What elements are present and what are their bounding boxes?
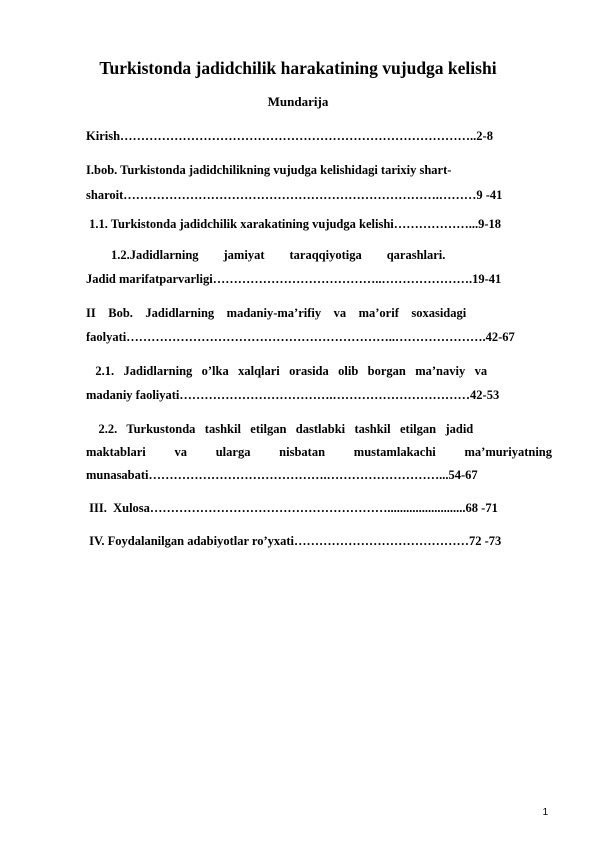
document-title: Turkistonda jadidchilik harakatining vujudga kelishi [99,58,497,78]
page-number: 1 [542,807,548,818]
toc-entry-section-2-1-line2: madaniy faoliyati……………………………….……………………………42-53 [86,388,500,402]
toc-entry-section-1-2-line1: 1.2.Jadidlarning jamiyat taraqqiyotiga qarashlari. [86,248,446,262]
toc-heading: Mundarija [267,94,329,109]
toc-entry-section-2-2-line2: maktablari va ularga nisbatan mustamlakachi ma’muriyatning [86,445,552,459]
toc-entry-section-2-2-line3: munasabati…………………………………….………………………...54-67 [86,468,478,482]
toc-entry-bibliography: IV. Foydalanilgan adabiyotlar ro’yxati……………………………………72 -73 [86,534,502,548]
toc-entry-section-1-1: 1.1. Turkistonda jadidchilik xarakatining vujudga kelishi………………...9-18 [86,217,502,231]
toc-entry-section-2-2-line1: 2.2. Turkustonda tashkil etilgan dastlabki tashkil etilgan jadid [86,422,474,436]
toc-entry-kirish: Kirish…………………………………………………………………………..2-8 [86,129,493,143]
toc-entry-chapter-1-line2: sharoit………………………………………………………………….………9 -41 [86,188,503,202]
toc-entry-chapter-2-line1: II Bob. Jadidlarning madaniy-ma’rifiy va ma’orif soxasidagi [86,306,467,320]
toc-entry-section-1-2-line2: Jadid marifatparvarligi…………………………………..………………….19-41 [86,272,502,286]
toc-entry-conclusion: III. Xulosa………………………………………………….........................68 -71 [86,501,498,515]
toc-entry-section-2-1-line1: 2.1. Jadidlarning o’lka xalqlari orasida olib borgan ma’naviy va [86,364,488,378]
toc-entry-chapter-1-line1: I.bob. Turkistonda jadidchilikning vujudga kelishidagi tarixiy shart- [86,163,452,177]
toc-entry-chapter-2-line2: faolyati………………………………………………………..………………….42-67 [86,330,515,344]
